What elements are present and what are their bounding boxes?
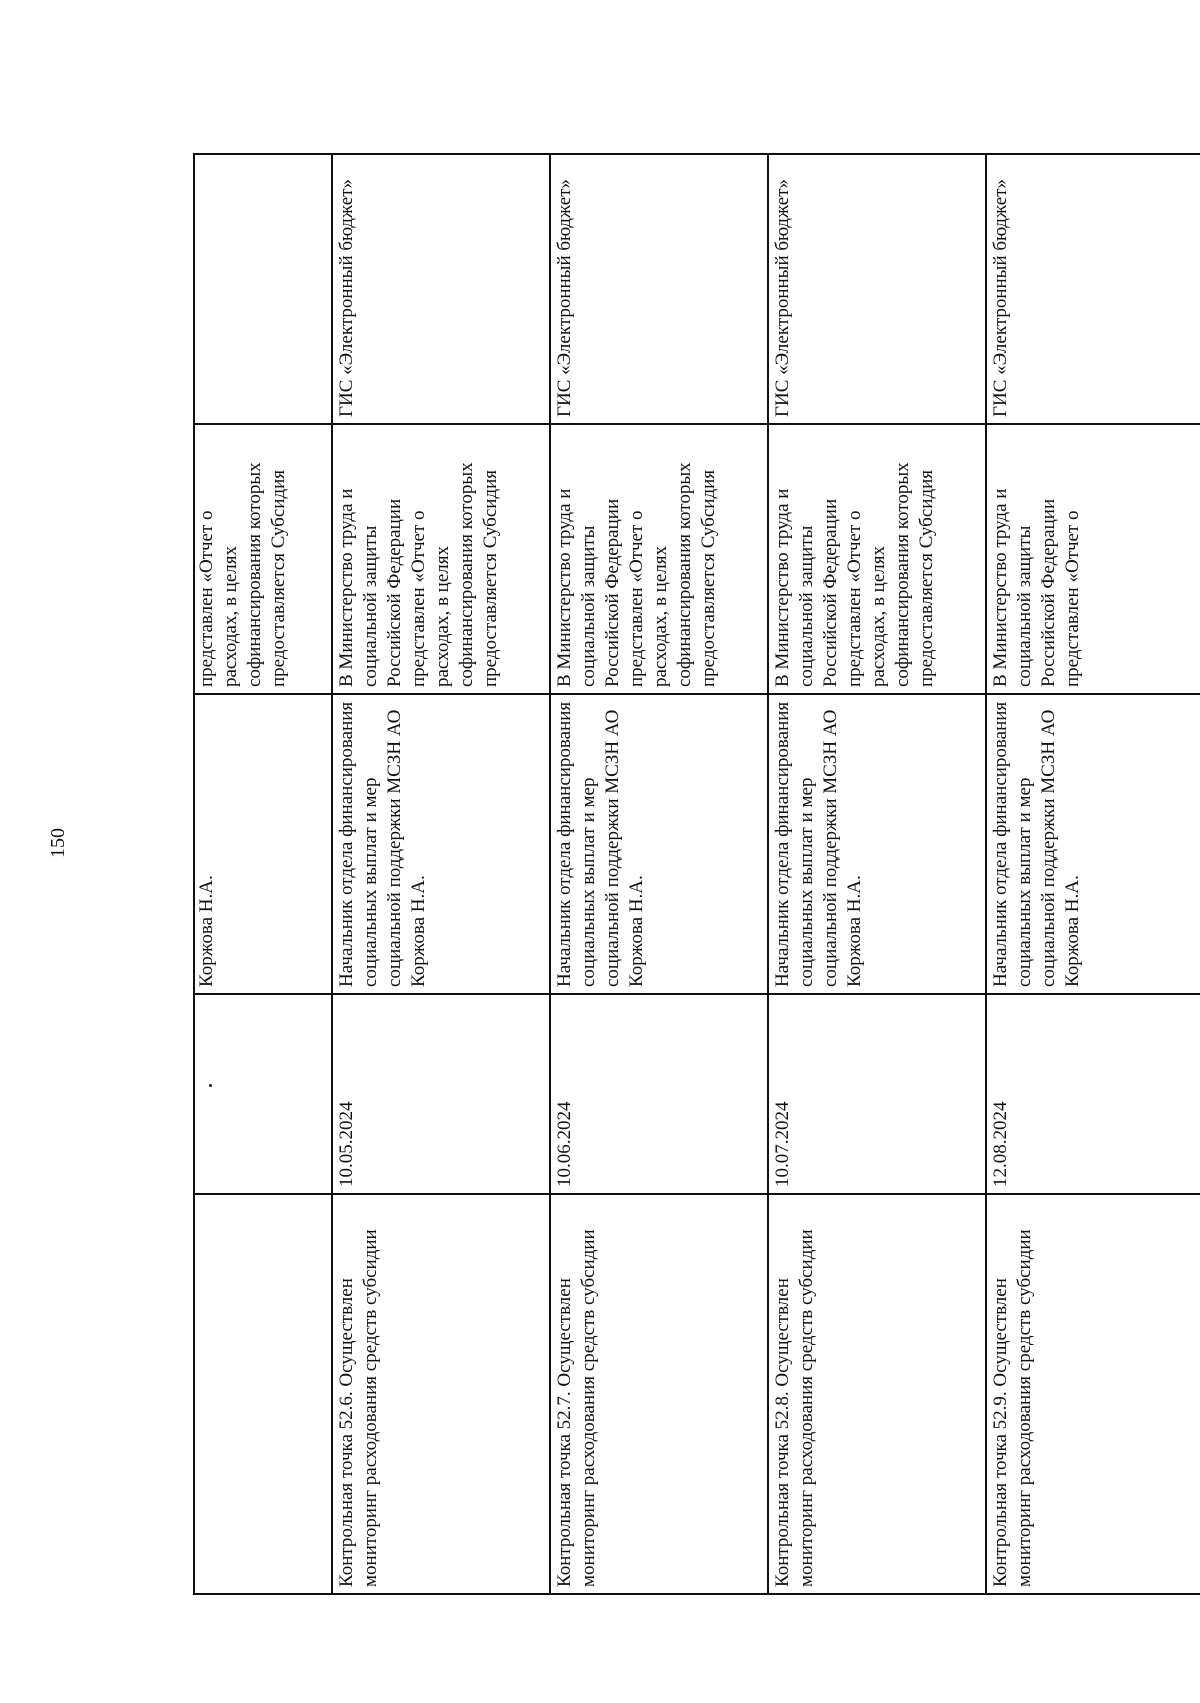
cell-responsible: Начальник отдела финансирования социальных выплат и мер социальной поддержки МСЗН АО Коржова Н.А. xyxy=(768,694,986,994)
cell-result: представлен «Отчет о расходах, в целях софинансирования которых предоставляется Субсидия xyxy=(194,424,332,694)
table-row xyxy=(768,154,986,1594)
continuation-row xyxy=(194,154,332,1594)
cell-responsible: Начальник отдела финансирования социальных выплат и мер социальной поддержки МСЗН АО Коржова Н.А. xyxy=(550,694,768,994)
cell-system: ГИС «Электронный бюджет» xyxy=(550,154,768,424)
cell-system: ГИС «Электронный бюджет» xyxy=(332,154,550,424)
cell-name: Контрольная точка 52.8. Осуществлен мониторинг расходования средств субсидии xyxy=(768,1194,986,1594)
cell-system: ГИС «Электронный бюджет» xyxy=(768,154,986,424)
cell-name: Контрольная точка 52.9. Осуществлен мониторинг расходования средств субсидии xyxy=(986,1194,1200,1594)
page-number: 150 xyxy=(47,828,69,858)
cell-date: 10.07.2024 xyxy=(768,994,986,1194)
control-points-table xyxy=(193,153,1200,1595)
cell-name: Контрольная точка 52.6. Осуществлен мониторинг расходования средств субсидии xyxy=(332,1194,550,1594)
cell-result: В Министерство труда и социальной защиты Российской Федерации представлен «Отчет о расходах, в целях софинансирования которых предоставляется Субсидия xyxy=(550,424,768,694)
cell-date: 10.06.2024 xyxy=(550,994,768,1194)
cell-responsible: Коржова Н.А. xyxy=(194,694,332,994)
cell-name xyxy=(194,1194,332,1594)
table-row xyxy=(986,154,1200,1594)
cell-system xyxy=(194,154,332,424)
cell-responsible: Начальник отдела финансирования социальных выплат и мер социальной поддержки МСЗН АО Коржова Н.А. xyxy=(986,694,1200,994)
table-row xyxy=(550,154,768,1594)
table-row xyxy=(332,154,550,1594)
cell-system: ГИС «Электронный бюджет» xyxy=(986,154,1200,424)
cell-result: В Министерство труда и социальной защиты Российской Федерации представлен «Отчет о расходах, в целях софинансирования которых предоставляется Субсидия xyxy=(332,424,550,694)
cell-name: Контрольная точка 52.7. Осуществлен мониторинг расходования средств субсидии xyxy=(550,1194,768,1594)
cell-responsible: Начальник отдела финансирования социальных выплат и мер социальной поддержки МСЗН АО Коржова Н.А. xyxy=(332,694,550,994)
cell-date xyxy=(194,994,332,1194)
cell-date: 12.08.2024 xyxy=(986,994,1200,1194)
cell-date: 10.05.2024 xyxy=(332,994,550,1194)
cell-result: В Министерство труда и социальной защиты Российской Федерации представлен «Отчет о расходах, в целях софинансирования которых предоставляется Субсидия xyxy=(768,424,986,694)
stray-mark xyxy=(209,1084,212,1087)
cell-result: В Министерство труда и социальной защиты Российской Федерации представлен «Отчет о xyxy=(986,424,1200,694)
